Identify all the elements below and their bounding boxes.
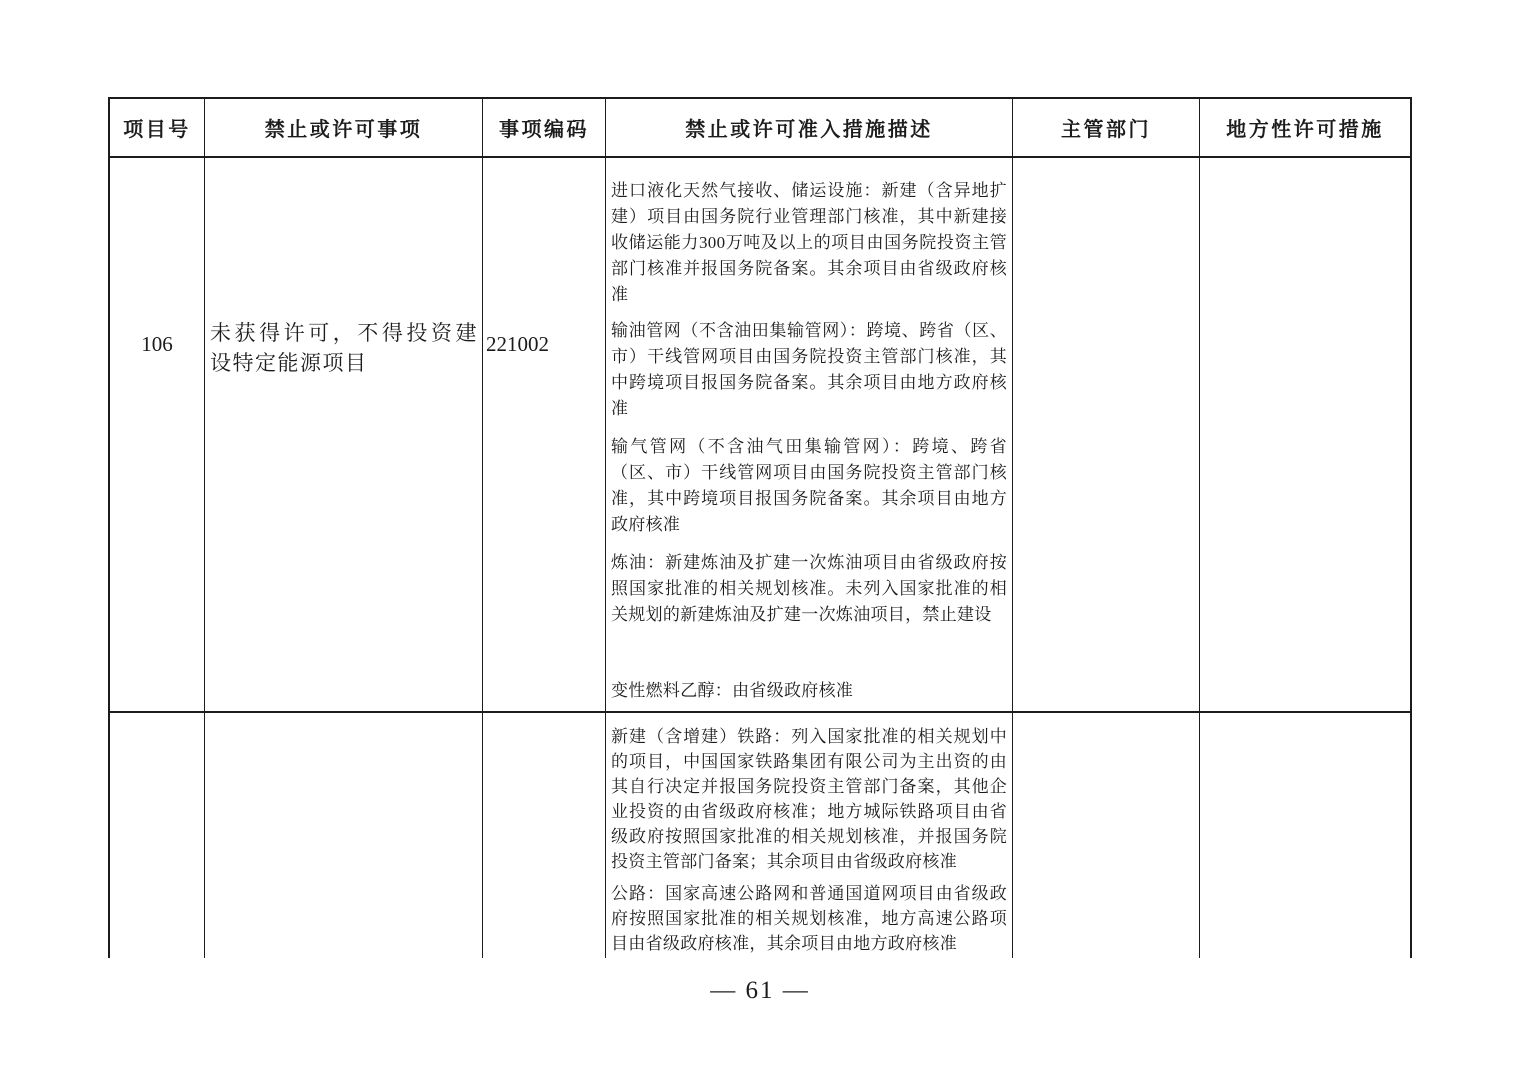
project-number: 106 (141, 332, 173, 356)
header-local-licensing-measures: 地方性许可措施 (1200, 99, 1410, 158)
measure-paragraph-highway: 公路：国家高速公路网和普通国道网项目由省级政府按照国家批准的相关规划核准，地方高速公路项目由省级政府核准，其余项目由地方政府核准 (611, 884, 1007, 953)
measure-paragraph-railway: 新建（含增建）铁路：列入国家批准的相关规划中的项目，中国国家铁路集团有限公司为主出资的由其自行决定并报国务院投资主管部门备案，其他企业投资的由省级政府核准；地方城际铁路项目由省级政府按照国家批准的相关规划核准，并报国务院投资主管部门备案；其余项目由省级政府核准 (611, 727, 1007, 871)
row2-local-measures-cell (1200, 713, 1410, 958)
header-item-code: 事项编码 (483, 99, 606, 158)
item-code: 221002 (486, 332, 549, 356)
item-text: 未获得许可，不得投资建设特定能源项目 (210, 321, 478, 375)
row1-local-measures-cell (1200, 158, 1410, 713)
row2-department-cell (1013, 713, 1200, 958)
admission-measures-table (108, 97, 1412, 958)
row1-measures-cell (606, 158, 1013, 713)
measure-paragraph-oil-pipeline: 输油管网（不含油田集输管网）：跨境、跨省（区、市）干线管网项目由国务院投资主管部门核准，其中跨境项目报国务院备案。其余项目由地方政府核准 (611, 321, 1007, 418)
header-measure-description: 禁止或许可准入措施描述 (606, 99, 1013, 158)
measure-paragraph-refining: 炼油：新建炼油及扩建一次炼油项目由省级政府按照国家批准的相关规划核准。未列入国家批准的相关规划的新建炼油及扩建一次炼油项目，禁止建设 (611, 553, 1007, 624)
measure-paragraph-lng: 进口液化天然气接收、储运设施：新建（含异地扩建）项目由国务院行业管理部门核准，其中新建接收储运能力300万吨及以上的项目由国务院投资主管部门核准并报国务院备案。其余项目由省级政府核准 (611, 181, 1007, 304)
row2-project-number-cell (110, 713, 205, 958)
row1-item-code-cell (483, 158, 606, 713)
measure-paragraph-gas-pipeline: 输气管网（不含油气田集输管网）：跨境、跨省（区、市）干线管网项目由国务院投资主管部门核准，其中跨境项目报国务院备案。其余项目由地方政府核准 (611, 437, 1007, 534)
measure-paragraph-fuel-ethanol: 变性燃料乙醇：由省级政府核准 (611, 681, 854, 700)
row1-department-cell (1013, 158, 1200, 713)
header-prohibited-or-licensed-item: 禁止或许可事项 (205, 99, 483, 158)
row2-item-cell (205, 713, 483, 958)
row2-item-code-cell (483, 713, 606, 958)
page-number: — 61 — (710, 977, 810, 1004)
header-project-number: 项目号 (110, 99, 205, 158)
header-competent-department: 主管部门 (1013, 99, 1200, 158)
row1-item-cell (205, 158, 483, 713)
row1-project-number-cell (110, 158, 205, 713)
row2-measures-cell (606, 713, 1013, 958)
